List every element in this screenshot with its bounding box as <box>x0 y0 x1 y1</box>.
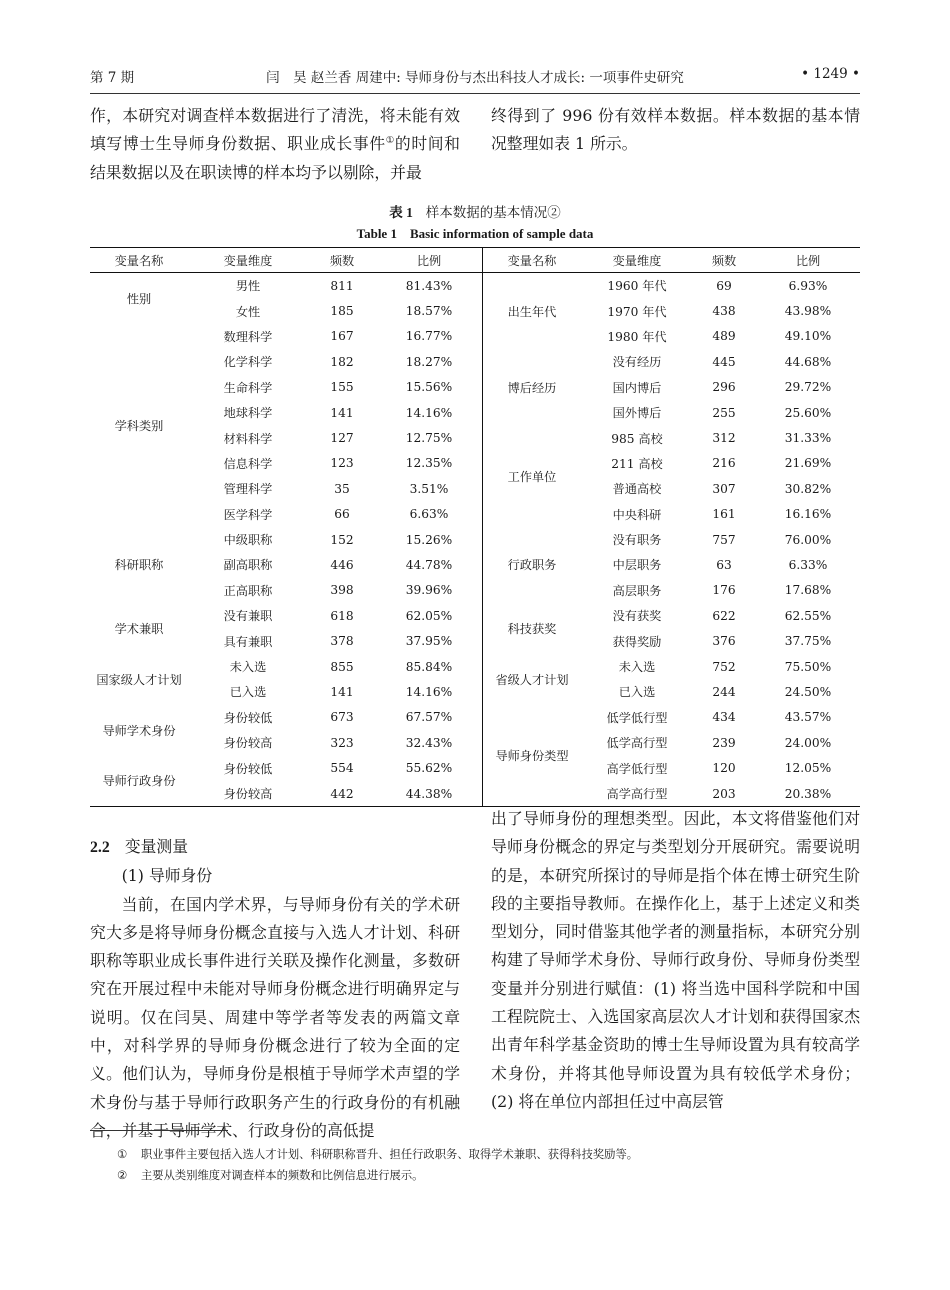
variable-name-cell: 学术兼职 <box>114 621 164 636</box>
dimension-cell: 低学高行型 <box>606 736 668 751</box>
frequency-cell: 489 <box>712 329 736 344</box>
dimension-cell: 化学科学 <box>223 355 273 370</box>
frequency-cell: 127 <box>330 431 354 446</box>
section-number: 2.2 <box>90 839 110 856</box>
frequency-cell: 438 <box>712 304 736 319</box>
frequency-cell: 176 <box>712 583 736 598</box>
frequency-cell: 141 <box>330 684 354 699</box>
intro-left-text-b: 的时间和结果数据以及在职读博的样本均予以剔除，并最 <box>90 134 460 182</box>
frequency-cell: 811 <box>330 278 354 293</box>
frequency-cell: 155 <box>330 380 354 395</box>
header-dimension: 变量维度 <box>582 248 692 273</box>
frequency-cell: 167 <box>330 329 354 344</box>
frequency-cell: 216 <box>712 456 736 471</box>
section-title: 变量测量 <box>124 837 189 856</box>
header-frequency: 频数 <box>308 248 376 273</box>
dimension-cell: 没有兼职 <box>223 609 273 624</box>
dimension-cell: 高层职务 <box>612 583 662 598</box>
frequency-cell: 182 <box>330 354 354 369</box>
ratio-cell: 15.56% <box>405 380 453 395</box>
frequency-cell: 673 <box>330 710 354 725</box>
dimension-cell: 材料科学 <box>223 431 273 446</box>
ratio-cell: 21.69% <box>784 456 832 471</box>
dimension-cell: 1960 年代 <box>607 279 667 294</box>
frequency-cell: 398 <box>330 583 354 598</box>
frequency-cell: 622 <box>712 608 736 623</box>
intro-left-text-a: 作，本研究对调查样本数据进行了清洗，将未能有效填写博士生导师身份数据、职业成长事件 <box>90 106 460 154</box>
dimension-cell: 女性 <box>235 304 261 319</box>
frequency-cell: 63 <box>716 557 732 572</box>
table-row <box>482 654 860 679</box>
intro-right-column <box>491 102 860 159</box>
table-row <box>482 705 860 730</box>
ratio-cell: 24.00% <box>784 735 832 750</box>
dimension-cell: 管理科学 <box>223 482 273 497</box>
dimension-cell: 正高职称 <box>223 583 273 598</box>
table-header-row <box>90 248 482 273</box>
dimension-cell: 医学科学 <box>223 507 273 522</box>
dimension-cell: 具有兼职 <box>223 634 273 649</box>
frequency-cell: 618 <box>330 608 354 623</box>
footnote-rule <box>90 1130 228 1131</box>
ratio-cell: 12.75% <box>405 431 453 446</box>
dimension-cell: 高学低行型 <box>606 761 668 776</box>
variable-name-cell: 导师行政身份 <box>102 774 176 789</box>
frequency-cell: 307 <box>712 481 736 496</box>
section-left-paragraph: 当前，在国内学术界，与导师身份有关的学术研究大多是将导师身份概念直接与入选人才计划、科研职称等职业成长事件进行关联及操作化测量，多数研究在开展过程中未能对导师身份概念进行明确界定与说明。仅在闫昊、周建中等学者等发表的两篇文章中，对科学界的导师身份概念进行了较为全面的定义。他们认为，导师身份是根植于导师学术声望的学术身份与基于导师行政职务产生的行政身份的有机融合，并基于导师学术、行政身份的高低提 <box>90 894 460 1140</box>
variable-name-cell: 学科类别 <box>114 418 164 433</box>
ratio-cell: 24.50% <box>784 684 832 699</box>
frequency-cell: 203 <box>712 786 736 801</box>
dimension-cell: 生命科学 <box>223 380 273 395</box>
footnote-text: 主要从类别维度对调查样本的频数和比例信息进行展示。 <box>141 1169 424 1182</box>
ratio-cell: 20.38% <box>784 786 832 801</box>
dimension-cell: 211 高校 <box>611 456 663 471</box>
footnote-mark: ① <box>117 1148 128 1161</box>
ratio-cell: 6.93% <box>788 278 828 293</box>
ratio-cell: 55.62% <box>405 761 453 776</box>
variable-name-cell: 科研职称 <box>114 558 164 573</box>
frequency-cell: 378 <box>330 634 354 649</box>
dimension-cell: 没有经历 <box>612 355 662 370</box>
ratio-cell: 49.10% <box>784 329 832 344</box>
ratio-cell: 14.16% <box>405 405 453 420</box>
section-right-paragraph: 出了导师身份的理想类型。因此，本文将借鉴他们对导师身份概念的界定与类型划分开展研究。需要说明的是，本研究所探讨的导师是指个体在博士研究生阶段的主要指导教师。在操作化上，基于上述定义和类型划分，同时借鉴其他学者的测量指标，本研究分别构建了导师学术身份、导师行政身份、导师身份类型变量并分别进行赋值：(1) 将当选中国科学院和中国工程院院士、入选国家高层次人才计划和获得国家杰出青年科学基金资助的博士生导师设置为具有较高学术身份，并将其他导师设置为具有较低学术身份；(2) 将在单位内部担任过中高层管 <box>491 809 860 1111</box>
ratio-cell: 32.43% <box>405 735 453 750</box>
running-header <box>90 66 860 90</box>
dimension-cell: 副高职称 <box>223 558 273 573</box>
table-caption-cn <box>90 201 860 221</box>
header-dimension: 变量维度 <box>188 248 308 273</box>
frequency-cell: 376 <box>712 634 736 649</box>
table-row <box>90 654 482 679</box>
variable-name-cell: 国家级人才计划 <box>96 672 182 687</box>
ratio-cell: 67.57% <box>405 710 453 725</box>
dimension-cell: 身份较高 <box>223 736 273 751</box>
ratio-cell: 76.00% <box>784 532 832 547</box>
dimension-cell: 没有职务 <box>612 533 662 548</box>
dimension-cell: 985 高校 <box>611 431 663 446</box>
frequency-cell: 445 <box>712 354 736 369</box>
dimension-cell: 获得奖励 <box>612 634 662 649</box>
table-row <box>90 603 482 628</box>
ratio-cell: 30.82% <box>784 481 832 496</box>
ratio-cell: 6.63% <box>409 507 449 522</box>
table-center-divider <box>482 248 483 806</box>
intro-right-paragraph: 终得到了 996 份有效样本数据。样本数据的基本情况整理如表 1 所示。 <box>491 106 860 154</box>
ratio-cell: 25.60% <box>784 405 832 420</box>
subsection-heading: (1) 导师身份 <box>121 866 213 886</box>
table-row <box>482 273 860 299</box>
variable-name-cell: 博后经历 <box>507 380 557 395</box>
table-row <box>482 349 860 374</box>
ratio-cell: 18.57% <box>405 304 453 319</box>
ratio-cell: 12.05% <box>784 761 832 776</box>
ratio-cell: 81.43% <box>405 278 453 293</box>
frequency-cell: 752 <box>712 659 736 674</box>
frequency-cell: 239 <box>712 735 736 750</box>
table-row <box>90 273 482 299</box>
ratio-cell: 44.78% <box>405 557 453 572</box>
frequency-cell: 66 <box>334 507 350 522</box>
ratio-cell: 31.33% <box>784 431 832 446</box>
running-title: 闫 昊 赵兰香 周建中: 导师身份与杰出科技人才成长: 一项事件史研究 <box>266 70 684 86</box>
dimension-cell: 国内博后 <box>612 380 662 395</box>
frequency-cell: 69 <box>716 278 732 293</box>
table-row <box>90 755 482 780</box>
ratio-cell: 43.57% <box>784 710 832 725</box>
dimension-cell: 已入选 <box>229 685 267 700</box>
frequency-cell: 120 <box>712 761 736 776</box>
ratio-cell: 85.84% <box>405 659 453 674</box>
variable-name-cell: 性别 <box>126 291 152 306</box>
dimension-cell: 已入选 <box>618 685 656 700</box>
frequency-cell: 446 <box>330 557 354 572</box>
ratio-cell: 39.96% <box>405 583 453 598</box>
dimension-cell: 低学低行型 <box>606 710 668 725</box>
ratio-cell: 37.75% <box>784 634 832 649</box>
table-row <box>90 324 482 349</box>
sample-data-table <box>90 247 860 807</box>
frequency-cell: 185 <box>330 304 354 319</box>
frequency-cell: 442 <box>330 786 354 801</box>
intro-left-paragraph <box>90 102 460 187</box>
ratio-cell: 44.68% <box>784 354 832 369</box>
ratio-cell: 12.35% <box>405 456 453 471</box>
footnote-text: 职业事件主要包括入选人才计划、科研职称晋升、担任行政职务、取得学术兼职、获得科技奖励等。 <box>141 1148 639 1161</box>
footnote-mark: ② <box>117 1169 128 1182</box>
dimension-cell: 未入选 <box>618 660 656 675</box>
ratio-cell: 62.05% <box>405 608 453 623</box>
table-right-half <box>482 248 860 806</box>
frequency-cell: 554 <box>330 761 354 776</box>
dimension-cell: 数理科学 <box>223 329 273 344</box>
table-row <box>482 425 860 450</box>
ratio-cell: 17.68% <box>784 583 832 598</box>
frequency-cell: 296 <box>712 380 736 395</box>
footnote-1 <box>117 1146 638 1162</box>
variable-name-cell: 科技获奖 <box>507 621 557 636</box>
frequency-cell: 35 <box>334 481 350 496</box>
dimension-cell: 高学高行型 <box>606 787 668 801</box>
header-ratio: 比例 <box>756 248 860 273</box>
table-header-row <box>482 248 860 273</box>
frequency-cell: 323 <box>330 735 354 750</box>
dimension-cell: 1970 年代 <box>607 304 667 319</box>
ratio-cell: 15.26% <box>405 532 453 547</box>
variable-name-cell: 导师学术身份 <box>102 723 176 738</box>
dimension-cell: 身份较高 <box>223 787 273 801</box>
header-variable: 变量名称 <box>90 248 188 273</box>
frequency-cell: 855 <box>330 659 354 674</box>
variable-name-cell: 省级人才计划 <box>495 672 569 687</box>
table-row <box>90 705 482 730</box>
table-caption-en: Table 1 Basic information of sample data <box>356 226 594 241</box>
section-right-column <box>491 805 860 1116</box>
frequency-cell: 757 <box>712 532 736 547</box>
page-number: • 1249 • <box>801 66 860 82</box>
header-rule <box>90 93 860 94</box>
footnote-2 <box>117 1167 423 1183</box>
ratio-cell: 16.77% <box>405 329 453 344</box>
header-frequency: 频数 <box>692 248 756 273</box>
intro-left-column <box>90 102 460 187</box>
table-caption-title: 样本数据的基本情况② <box>425 205 561 221</box>
issue-number: 第 7 期 <box>90 70 135 86</box>
dimension-cell: 中级职称 <box>223 533 273 548</box>
frequency-cell: 244 <box>712 684 736 699</box>
dimension-cell: 未入选 <box>229 660 267 675</box>
header-variable: 变量名称 <box>482 248 582 273</box>
section-heading <box>90 833 460 862</box>
ratio-cell: 3.51% <box>409 481 449 496</box>
ratio-cell: 18.27% <box>405 354 453 369</box>
frequency-cell: 152 <box>330 532 354 547</box>
frequency-cell: 434 <box>712 710 736 725</box>
ratio-cell: 62.55% <box>784 608 832 623</box>
dimension-cell: 男性 <box>235 279 261 294</box>
dimension-cell: 普通高校 <box>612 482 662 497</box>
ratio-cell: 6.33% <box>788 557 828 572</box>
dimension-cell: 1980 年代 <box>607 329 667 344</box>
ratio-cell: 29.72% <box>784 380 832 395</box>
dimension-cell: 身份较低 <box>223 710 273 725</box>
dimension-cell: 中央科研 <box>612 507 662 522</box>
variable-name-cell: 工作单位 <box>507 469 557 484</box>
dimension-cell: 没有获奖 <box>612 609 662 624</box>
table-row <box>90 527 482 552</box>
frequency-cell: 161 <box>712 507 736 522</box>
section-left-column <box>90 833 460 1145</box>
dimension-cell: 身份较低 <box>223 761 273 776</box>
ratio-cell: 14.16% <box>405 684 453 699</box>
frequency-cell: 312 <box>712 431 736 446</box>
dimension-cell: 中层职务 <box>612 558 662 573</box>
ratio-cell: 37.95% <box>405 634 453 649</box>
table-row <box>482 603 860 628</box>
ratio-cell: 44.38% <box>405 786 453 801</box>
variable-name-cell: 行政职务 <box>507 558 557 573</box>
table-caption-label: 表 1 <box>389 205 413 220</box>
dimension-cell: 信息科学 <box>223 456 273 471</box>
ratio-cell: 43.98% <box>784 304 832 319</box>
ratio-cell: 16.16% <box>784 507 832 522</box>
dimension-cell: 国外博后 <box>612 406 662 421</box>
footnote-ref-1[interactable]: ① <box>385 135 395 147</box>
frequency-cell: 141 <box>330 405 354 420</box>
variable-name-cell: 出生年代 <box>507 304 557 319</box>
table-row <box>482 527 860 552</box>
header-ratio: 比例 <box>376 248 482 273</box>
ratio-cell: 75.50% <box>784 659 832 674</box>
dimension-cell: 地球科学 <box>223 406 273 421</box>
frequency-cell: 123 <box>330 456 354 471</box>
variable-name-cell: 导师身份类型 <box>495 748 569 763</box>
table-left-half <box>90 248 482 806</box>
frequency-cell: 255 <box>712 405 736 420</box>
